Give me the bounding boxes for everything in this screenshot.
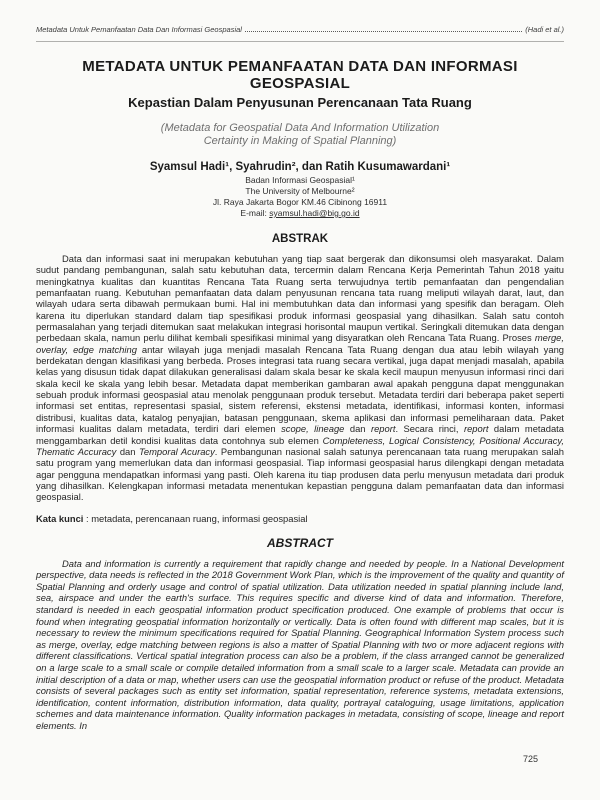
keywords-text: metadata, perencanaan ruang, informasi geospasial <box>91 512 308 524</box>
email-line <box>36 208 564 219</box>
running-header <box>36 25 564 34</box>
running-header-authors: (Hadi et al.) <box>525 25 564 34</box>
affiliation-1: Badan Informasi Geospasial¹ <box>245 175 355 185</box>
email-label: E-mail: <box>240 208 270 218</box>
keywords-separator: : <box>83 512 92 524</box>
dotted-leader <box>245 30 522 32</box>
header-rule <box>36 41 564 42</box>
abstract-indonesian: Data dan informasi saat ini merupakan kebutuhan yang tiap saat bergerak dan dikonsumsi oleh masyarakat. Dalam sudut pandang pembangunan, salah satu kebutuhan data, tercermin dalam Rencana Kerja Pemerintah Tahun 2018 yaitu meningkatnya kualitas dan kuantitas Rencana Tata Ruang serta terwujudnya tertib pemanfaatan dan pengendalian pemanfaatan ruang. Kebutuhan pemanfaatan data dalam penyusunan rencana tata ruang meliputi wilayah darat, laut, dan wilayah udara serta dibawah permukaan bumi. Hal ini membutuhkan data dan informasi yang spesifik dan beragam. Oleh karena itu diperlukan standard dalam tiap spesifikasi produk informasi geospasial yang dihasilkan. Salah satu contoh permasalahan yang terjadi ditemukan saat melakukan integrasi horisontal maupun vertikal. Seringkali ditemukan data dengan perbedaan skala, namun perlu dilihat kembali spesifikasi minimal yang disyaratkan oleh Rencana Tata Ruang. Proses merge, overlay, edge matching antar wilayah juga menjadi masalah Rencana Tata Ruang dengan dua atau lebih wilayah yang berdekatan dengan klasifikasi yang berbeda. Proses integrasi tata ruang secara vertikal, juga dapat menjadi masalah, apabila kelas yang disusun tidak dapat dilakukan generalisasi dalam skala besar ke skala kecil maupun menyusun informasi rinci dari skala kecil ke skala yang lebih besar. Metadata dapat memberikan gambaran awal apakah pengguna dapat menggunakan sebuah produk informasi geospasial atau menolak penggunaan produk tersebut. Metadata terdiri dari beberapa paket seperti informasi set entitas, representasi spasial, sistem referensi, ekstensi metadata, identifikasi, informasi konten, informasi distribusi, kualitas data, katalog penyajian, batasan penggunaan, skema aplikasi dan informasi pemeliharaan data. Paket informasi kualitas dalam metadata, terdiri dari elemen scope, lineage dan report. Secara rinci, report dalam metadata menggambarkan detil kondisi kualitas data contohnya sub elemen Completeness, Logical Consistency, Positional Accuracy, Thematic Accuracy dan Temporal Acuracy. Pembangunan nasional salah satunya perencanaan tata ruang merupakan salah satu program yang memerlukan data dan informasi geospasial. Tiap informasi geospasial harus dilengkapi dengan metadata agar pengguna mendapatkan informasi yang pasti. Oleh karena itu tiap produsen data perlu menyusun metadata dari produk yang dihasilkan. Kelengkapan informasi metadata menentukan kepastian pengguna dalam pemanfaatan data dan informasi geospasial. <box>36 253 564 503</box>
affiliation-2: The University of Melbourne² <box>245 186 355 196</box>
email-link[interactable]: syamsul.hadi@big.go.id <box>269 208 360 218</box>
paper-title-english: (Metadata for Geospatial Data And Information Utilization Certainty in Making of Spatial Planning) <box>160 122 440 147</box>
keywords-label: Kata kunci <box>36 512 84 524</box>
paper-subtitle: Kepastian Dalam Penyusunan Perencanaan Tata Ruang <box>128 95 472 110</box>
running-header-title: Metadata Untuk Pemanfaatan Data Dan Informasi Geospasial <box>36 25 242 34</box>
paper-title: METADATA UNTUK PEMANFAATAN DATA DAN INFORMASI GEOSPASIAL <box>82 58 518 92</box>
abstract-english: Data and information is currently a requirement that rapidly change and needed by people. In a National Development perspective, data needs is reflected in the 2018 Government Work Plan, which is the improvement of the quality and quantity of Spatial Planning and orderly usage and control of spatial utilization. Data utilization needed in spatial planning include land, sea, airspace and under the earth's surface. This requires specific and diverse kind of data and information. Therefore, standard is needed in each geospatial information product specification produced. One example of problems that occur is found when integrating geospatial information horizontally or vertically. Data is often found with different map scales, but it is necessary to review the minimum specifications required for Spatial Planning. Geographical Information System process such as merge, overlay, edge matching between regions is also a matter of Spatial Planning with two or more adjacent regions with different classifications. Vertical spatial integration process can also be a problem, if the class arranged cannot be generalized on a large scale to a small scale or compile detailed information from a small scale to a larger scale. Metadata can provide an initial description of a data or map, whether users can use the geospatial information product or refuse of the product. Metadata consists of several packages such as entity set information, spatial representation, reference systems, metadata extensions, identification, content information, distribution information, data quality, portrayal cataloguing, usage limitations, application schemes and data maintenance information. Quality information packages in metadata, consisting of scope, lineage and report elements. In <box>36 557 564 731</box>
abstract-heading-english: ABSTRACT <box>267 535 333 550</box>
affiliations-block <box>36 175 564 219</box>
page-number: 725 <box>522 754 538 764</box>
authors-line: Syamsul Hadi¹, Syahrudin², dan Ratih Kusumawardani¹ <box>149 161 451 173</box>
abstrak-heading: ABSTRAK <box>271 233 329 245</box>
keywords-line <box>36 513 564 524</box>
affiliation-address: Jl. Raya Jakarta Bogor KM.46 Cibinong 16911 <box>212 197 388 207</box>
